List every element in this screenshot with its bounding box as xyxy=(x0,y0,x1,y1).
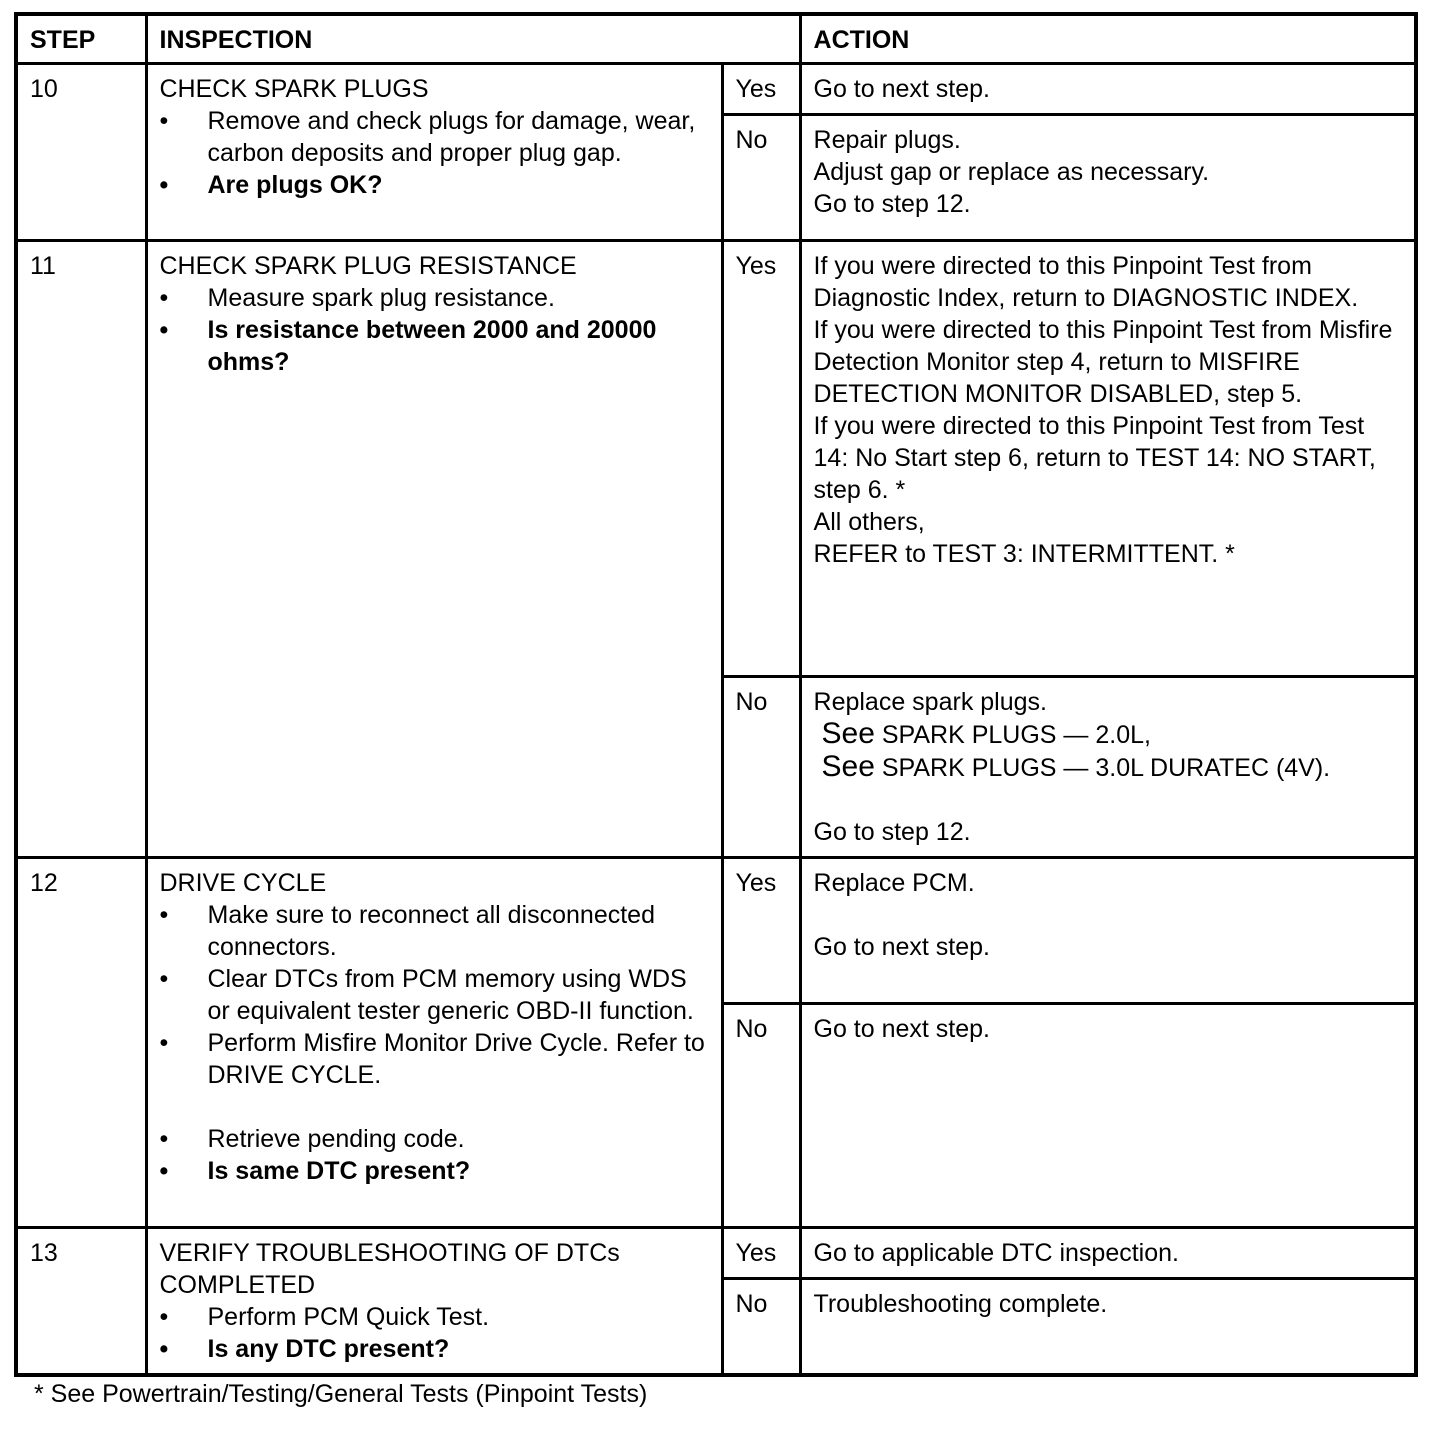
see-reference xyxy=(814,718,1403,751)
action-line: Troubleshooting complete. xyxy=(813,1290,1108,1319)
header-inspection: INSPECTION xyxy=(146,14,800,64)
inspection-bullet: • Perform Misfire Monitor Drive Cycle. Refer to DRIVE CYCLE. xyxy=(160,1027,709,1091)
action-line: Go to applicable DTC inspection. xyxy=(813,1239,1179,1267)
yes-label: Yes xyxy=(722,241,800,677)
inspection-bullet: • Perform PCM Quick Test. xyxy=(160,1301,709,1333)
inspection-bullet: • Remove and check plugs for damage, wear, carbon deposits and proper plug gap. xyxy=(160,105,709,169)
action-line: Go to step 12. xyxy=(813,818,971,846)
inspection-bullets xyxy=(160,282,709,378)
yes-action xyxy=(800,64,1416,115)
inspection-question: • Are plugs OK? xyxy=(160,169,709,201)
inspection-question: • Is resistance between 2000 and 20000 ohms? xyxy=(160,314,709,378)
yes-action xyxy=(800,1228,1416,1279)
pinpoint-test-table xyxy=(14,12,1418,1377)
action-line: Go to next step. xyxy=(813,933,991,961)
action-line: All others, xyxy=(813,508,925,536)
inspection-title: CHECK SPARK PLUGS xyxy=(159,75,429,103)
step-number: 11 xyxy=(16,241,146,858)
action-line: Go to next step. xyxy=(813,1015,991,1043)
action-line: If you were directed to this Pinpoint Test from Diagnostic Index, return to DIAGNOSTIC INDEX. xyxy=(813,252,1359,312)
action-line: Repair plugs. xyxy=(813,126,961,154)
action-line: If you were directed to this Pinpoint Test from Test 14: No Start step 6, return to TEST 14: NO START, step 6. * xyxy=(813,412,1376,504)
inspection-bullet: • Retrieve pending code. xyxy=(160,1123,709,1155)
see-target: SPARK PLUGS — 2.0L, xyxy=(881,721,1151,749)
inspection-title: VERIFY TROUBLESHOOTING OF DTCs COMPLETED xyxy=(159,1239,620,1299)
diagnostic-document xyxy=(14,12,1414,1377)
yes-label: Yes xyxy=(722,1228,800,1279)
action-line: Adjust gap or replace as necessary. xyxy=(813,158,1210,186)
table-row xyxy=(16,241,1416,677)
inspection-bullets xyxy=(160,1301,709,1365)
step-number: 10 xyxy=(16,64,146,241)
see-word: See xyxy=(821,717,875,750)
action-line: Go to step 12. xyxy=(813,190,971,218)
step-number: 12 xyxy=(16,858,146,1228)
no-action xyxy=(800,1004,1416,1228)
yes-action xyxy=(800,241,1416,677)
inspection-question: • Is any DTC present? xyxy=(160,1333,709,1365)
header-action: ACTION xyxy=(800,14,1416,64)
no-label: No xyxy=(722,677,800,858)
header-row xyxy=(16,14,1416,64)
inspection-title: DRIVE CYCLE xyxy=(159,869,327,897)
action-line: REFER to TEST 3: INTERMITTENT. * xyxy=(813,540,1235,568)
inspection-bullet: • Make sure to reconnect all disconnected connectors. xyxy=(160,899,709,963)
see-word: See xyxy=(821,750,875,783)
action-line: Replace spark plugs. xyxy=(813,688,1047,716)
inspection-bullets xyxy=(160,105,709,201)
header-step: STEP xyxy=(16,14,146,64)
inspection-question: • Is same DTC present? xyxy=(160,1155,709,1187)
step-number: 13 xyxy=(16,1228,146,1376)
no-action xyxy=(800,1279,1416,1375)
no-label: No xyxy=(722,1279,800,1375)
inspection-bullet: • Clear DTCs from PCM memory using WDS or equivalent tester generic OBD-II function. xyxy=(160,963,709,1027)
table-row xyxy=(16,64,1416,115)
action-line: If you were directed to this Pinpoint Test from Misfire Detection Monitor step 4, return to MISFIRE DETECTION MONITOR DISABLED, step 5. xyxy=(813,316,1393,408)
yes-action xyxy=(800,858,1416,1004)
table-row xyxy=(16,858,1416,1004)
no-label: No xyxy=(722,1004,800,1228)
action-line: Replace PCM. xyxy=(813,869,975,897)
no-action xyxy=(800,115,1416,241)
inspection-cell xyxy=(146,241,722,858)
inspection-cell xyxy=(146,64,722,241)
yes-label: Yes xyxy=(722,64,800,115)
table-row xyxy=(16,1228,1416,1279)
inspection-cell xyxy=(146,1228,722,1376)
inspection-cell xyxy=(146,858,722,1228)
inspection-bullet: • Measure spark plug resistance. xyxy=(160,282,709,314)
no-action xyxy=(800,677,1416,858)
footnote: * See Powertrain/Testing/General Tests (Pinpoint Tests) xyxy=(34,1380,648,1408)
action-line: Go to next step. xyxy=(813,75,991,103)
see-reference xyxy=(814,751,1403,784)
inspection-title: CHECK SPARK PLUG RESISTANCE xyxy=(159,252,577,280)
inspection-bullets xyxy=(160,899,709,1187)
yes-label: Yes xyxy=(722,858,800,1004)
see-target: SPARK PLUGS — 3.0L DURATEC (4V). xyxy=(881,754,1331,782)
no-label: No xyxy=(722,115,800,241)
